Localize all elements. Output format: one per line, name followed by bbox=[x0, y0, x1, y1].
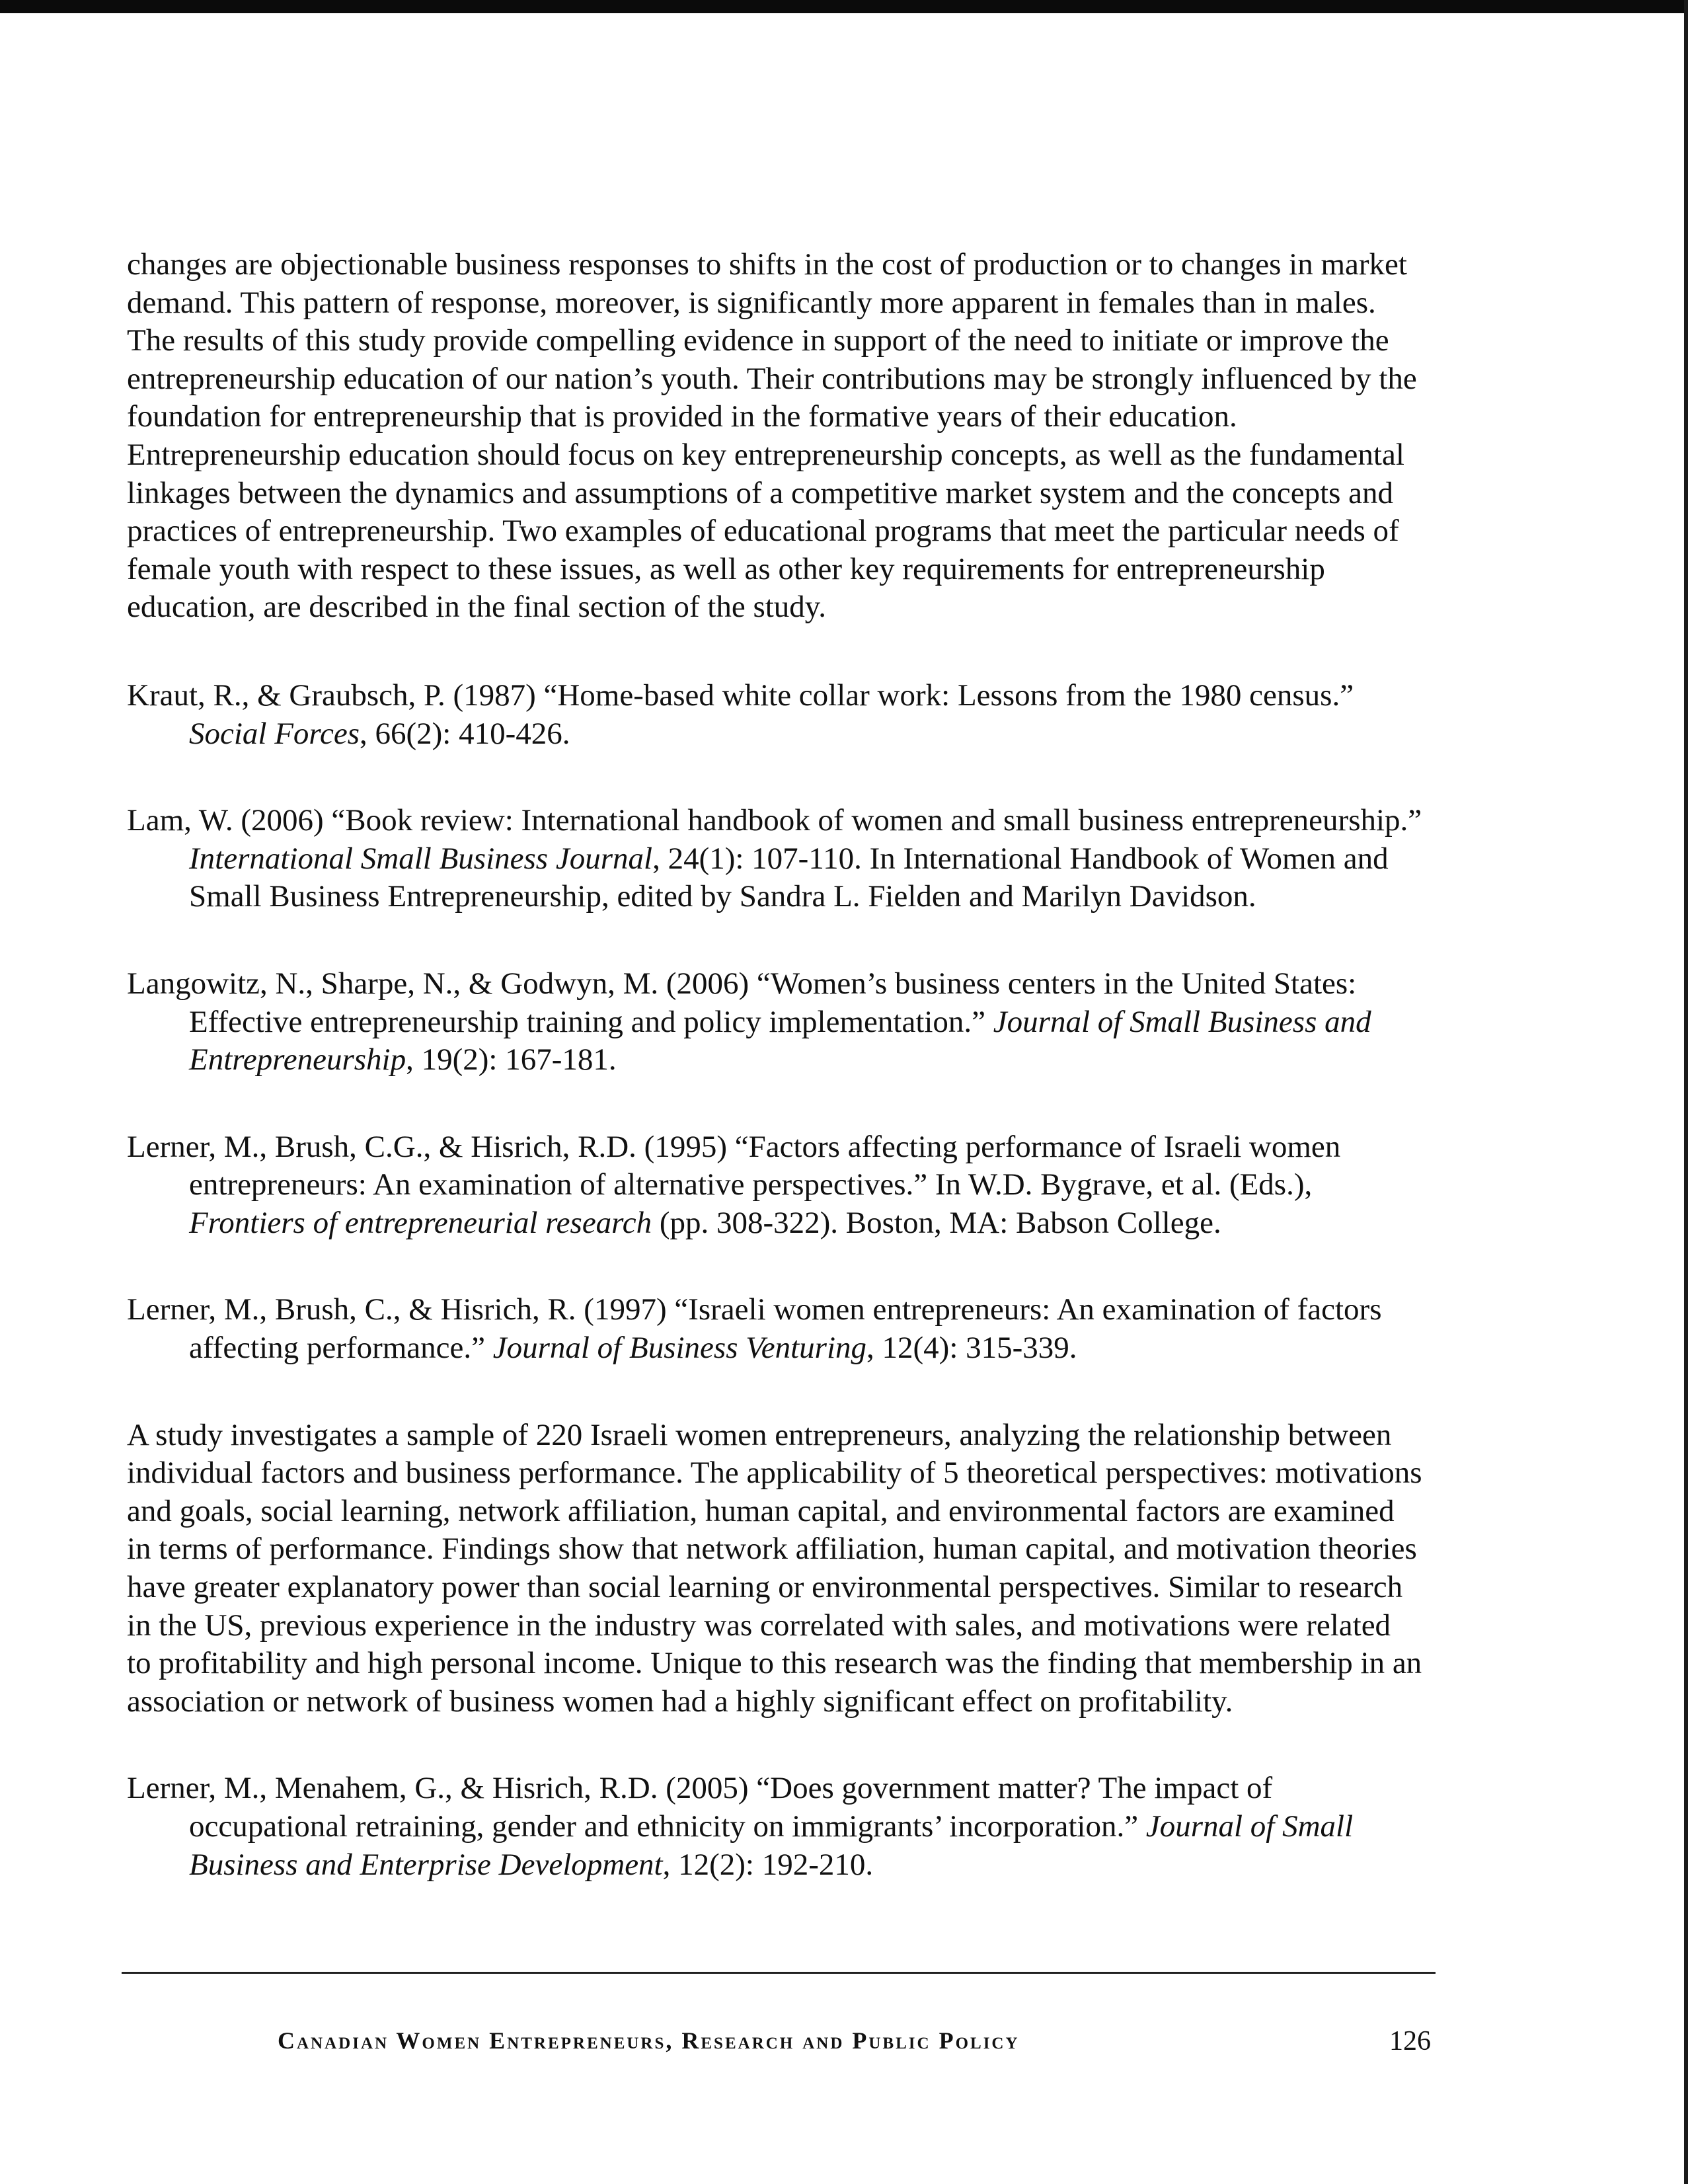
reference-journal: Journal of Small Business and Entrepreneurship bbox=[189, 1004, 1371, 1077]
reference-lerner-2005 bbox=[127, 1770, 1422, 1884]
intro-paragraph: changes are objectionable business responses to shifts in the cost of production or to changes in market demand. This pattern of response, moreover, is significantly more apparent in females than in males. The results of this study provide compelling evidence in support of the need to initiate or improve the entrepreneurship education of our nation’s youth. Their contributions may be strongly influenced by the foundation for entrepreneurship that is provided in the formative years of their education. Entrepreneurship education should focus on key entrepreneurship concepts, as well as the fundamental linkages between the dynamics and assumptions of a competitive market system and the concepts and practices of entrepreneurship. Two examples of educational programs that meet the particular needs of female youth with respect to these issues, as well as other key requirements for entrepreneurship education, are described in the final section of the study. bbox=[127, 247, 1417, 625]
reference-text: Lerner, M., Brush, C.G., & Hisrich, R.D. (1995) “Factors affecting performance of Israeli women entrepreneurs: An examination of alternative perspectives.” In W.D. Bygrave, et al. (Eds.), bbox=[127, 1129, 1341, 1202]
page-body bbox=[127, 246, 1422, 1884]
reference-text: Lerner, M., Brush, C., & Hisrich, R. (1997) “Israeli women entrepreneurs: An examination of factors affecting performance.” bbox=[127, 1292, 1382, 1366]
page-number: 126 bbox=[1389, 2026, 1431, 2056]
reference-lam-2006 bbox=[127, 802, 1422, 916]
reference-text: Langowitz, N., Sharpe, N., & Godwyn, M. (2006) “Women’s business centers in the United States: Effective entrepreneurship training and policy implementation.” bbox=[127, 966, 1357, 1039]
reference-kraut-1987 bbox=[127, 677, 1422, 753]
reference-text: Lam, W. (2006) “Book review: International handbook of women and small business entrepreneurship.” bbox=[127, 803, 1422, 838]
running-footer-title: Canadian Women Entrepreneurs, Research and Public Policy bbox=[278, 2027, 1020, 2054]
reference-text: , 12(4): 315-339. bbox=[866, 1331, 1077, 1366]
reference-text: , 24(1): 107-110. In International Handbook of Women and Small Business Entrepreneurship, edited by Sandra L. Fielden and Marilyn Davidson. bbox=[189, 841, 1389, 914]
reference-text: (pp. 308-322). Boston, MA: Babson College. bbox=[652, 1205, 1221, 1240]
reference-text: , 19(2): 167-181. bbox=[406, 1042, 617, 1077]
scan-top-border bbox=[0, 0, 1688, 13]
reference-lerner-1995 bbox=[127, 1128, 1422, 1243]
reference-langowitz-2006 bbox=[127, 965, 1422, 1079]
reference-journal: Social Forces bbox=[189, 716, 360, 751]
reference-journal: Journal of Small Business and Enterprise Development bbox=[189, 1809, 1354, 1882]
reference-text: , 12(2): 192-210. bbox=[662, 1847, 874, 1882]
reference-journal: Journal of Business Venturing bbox=[492, 1331, 867, 1366]
reference-journal: Frontiers of entrepreneurial research bbox=[189, 1205, 652, 1240]
abstract-paragraph: A study investigates a sample of 220 Israeli women entrepreneurs, analyzing the relationship between individual factors and business performance. The applicability of 5 theoretical perspectives: motivations and goals, social learning, network affiliation, human capital, and environmental factors are examined in terms of performance. Findings show that network affiliation, human capital, and motivation theories have greater explanatory power than social learning or environmental perspectives. Similar to research in the US, previous experience in the industry was correlated with sales, and motivations were related to profitability and high personal income. Unique to this research was the finding that membership in an association or network of business women had a highly significant effect on profitability. bbox=[127, 1417, 1422, 1719]
reference-journal: International Small Business Journal bbox=[189, 841, 653, 876]
reference-text: Lerner, M., Menahem, G., & Hisrich, R.D. (2005) “Does government matter? The impact of occupational retraining, gender and ethnicity on immigrants’ incorporation.” bbox=[127, 1771, 1273, 1844]
scan-right-border bbox=[1684, 0, 1688, 2184]
reference-text: Kraut, R., & Graubsch, P. (1987) “Home-based white collar work: Lessons from the 1980 census.” bbox=[127, 678, 1354, 713]
footer-divider bbox=[122, 1972, 1436, 1974]
reference-lerner-1997 bbox=[127, 1291, 1422, 1367]
reference-text: , 66(2): 410-426. bbox=[360, 716, 570, 751]
